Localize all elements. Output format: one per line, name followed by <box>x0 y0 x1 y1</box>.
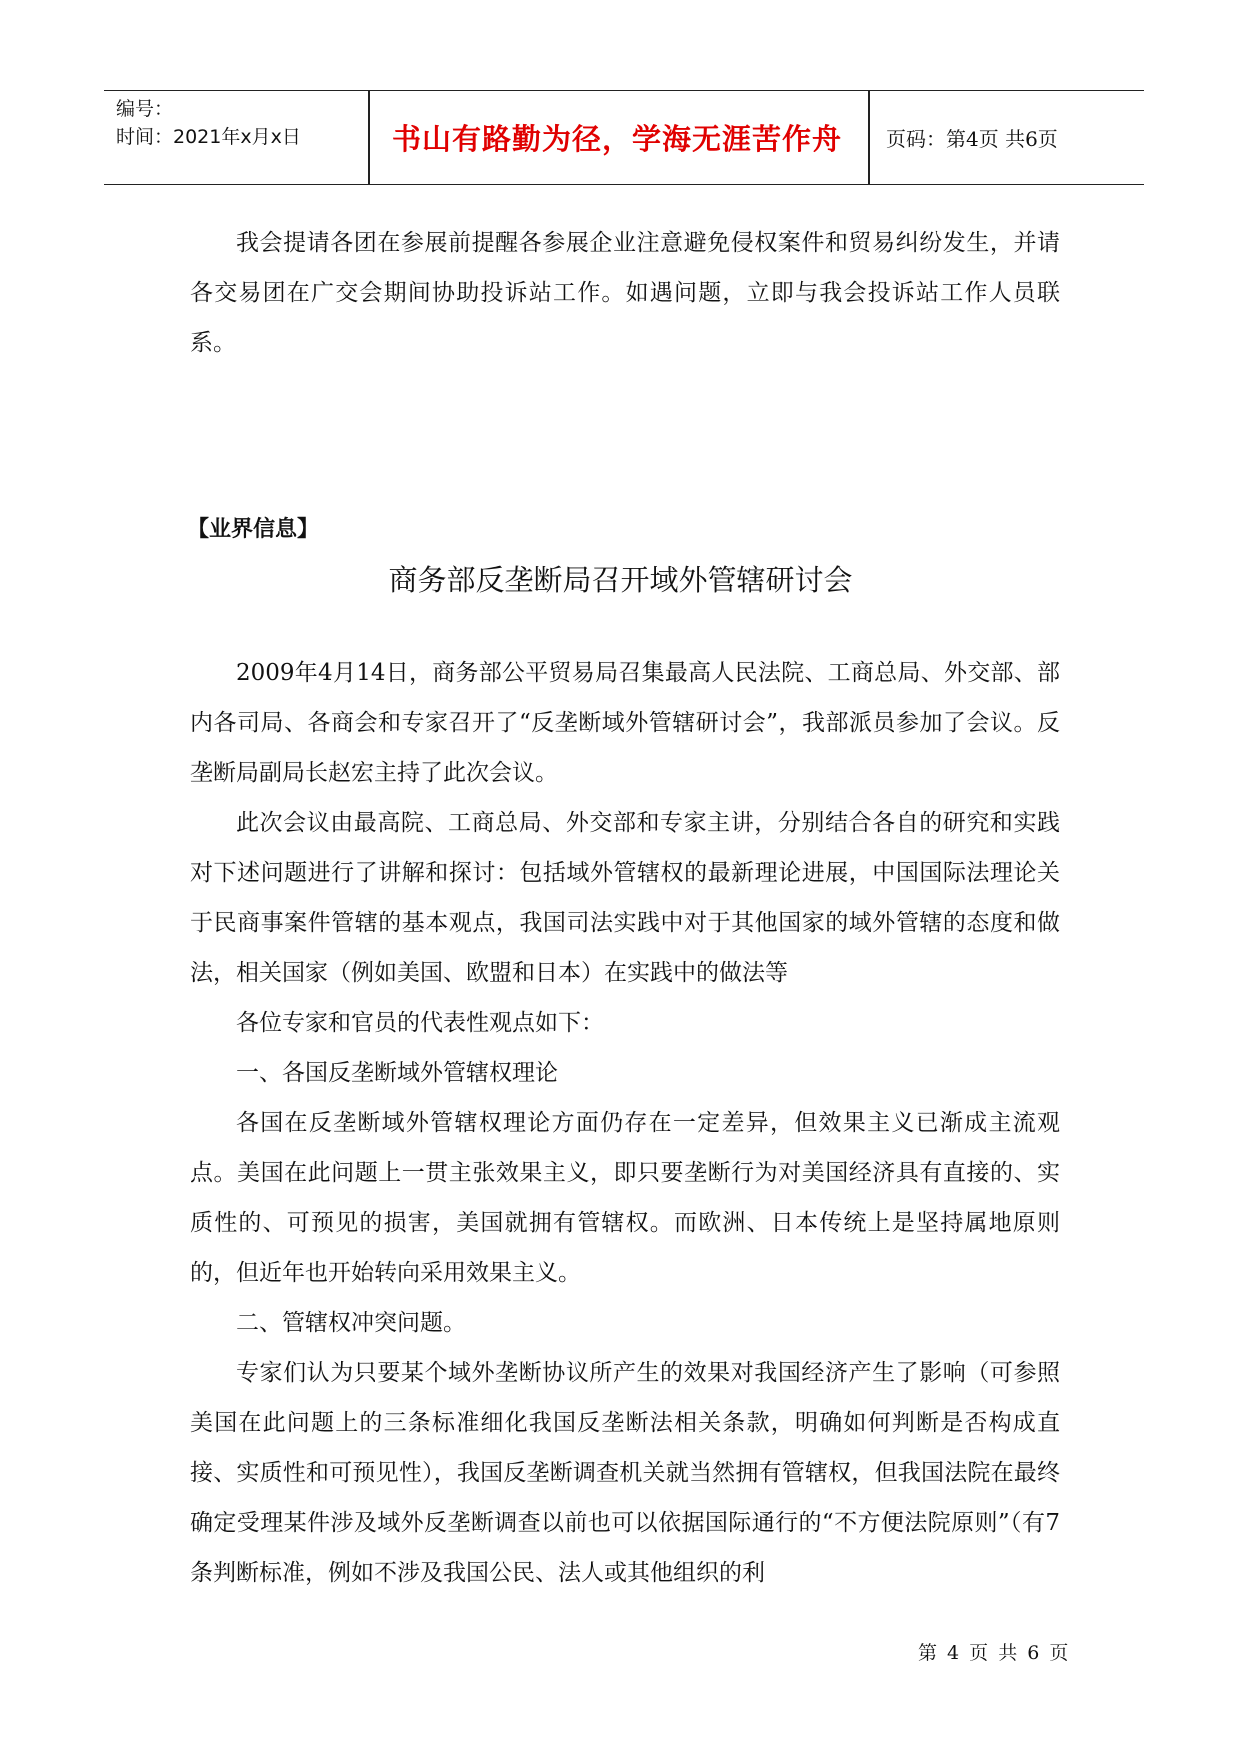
document-number-label: 编号： <box>116 98 174 120</box>
article-paragraph: 此次会议由最高院、工商总局、外交部和专家主讲，分别结合各自的研究和实践对下述问题进行了讲解和探讨：包括域外管辖权的最新理论进展，中国国际法理论关于民商事案件管辖的基本观点，我国司法实践中对于其他国家的域外管辖的态度和做法，相关国家（例如美国、欧盟和日本）在实践中的做法等 <box>190 810 1060 986</box>
article-paragraph: 专家们认为只要某个域外垄断协议所产生的效果对我国经济产生了影响（可参照美国在此问题上的三条标准细化我国反垄断法相关条款，明确如何判断是否构成直接、实质性和可预见性），我国反垄断调查机关就当然拥有管辖权，但我国法院在最终确定受理某件涉及域外反垄断调查以前也可以依据国际通行的“不方便法院原则”（有7条判断标准，例如不涉及我国公民、法人或其他组织的利 <box>190 1360 1060 1586</box>
header-page-label: 页码：第4页 共6页 <box>886 127 1058 151</box>
document-time-label: 时间：2021年x月x日 <box>116 126 301 148</box>
page-header <box>104 90 1144 185</box>
article-title: 商务部反垄断局召开域外管辖研讨会 <box>388 563 853 597</box>
page-footer: 第 4 页 共 6 页 <box>918 1642 1071 1664</box>
header-meta <box>116 95 301 151</box>
article-paragraph: 各国在反垄断域外管辖权理论方面仍存在一定差异，但效果主义已渐成主流观点。美国在此问题上一贯主张效果主义，即只要垄断行为对美国经济具有直接的、实质性的、可预见的损害，美国就拥有管辖权。而欧洲、日本传统上是坚持属地原则的，但近年也开始转向采用效果主义。 <box>190 1110 1060 1286</box>
article-subheading: 一、各国反垄断域外管辖权理论 <box>236 1060 558 1086</box>
article-subheading: 二、管辖权冲突问题。 <box>236 1310 466 1336</box>
intro-paragraph: 我会提请各团在参展前提醒各参展企业注意避免侵权案件和贸易纠纷发生，并请各交易团在广交会期间协助投诉站工作。如遇问题，立即与我会投诉站工作人员联系。 <box>190 230 1060 356</box>
section-tag: 【业界信息】 <box>187 517 320 542</box>
article-paragraph: 各位专家和官员的代表性观点如下： <box>236 1010 604 1036</box>
header-motto: 书山有路勤为径，学海无涯苦作舟 <box>391 122 842 156</box>
article-paragraph: 2009年4月14日，商务部公平贸易局召集最高人民法院、工商总局、外交部、部内各司局、各商会和专家召开了“反垄断域外管辖研讨会”，我部派员参加了会议。反垄断局副局长赵宏主持了此次会议。 <box>190 660 1060 786</box>
